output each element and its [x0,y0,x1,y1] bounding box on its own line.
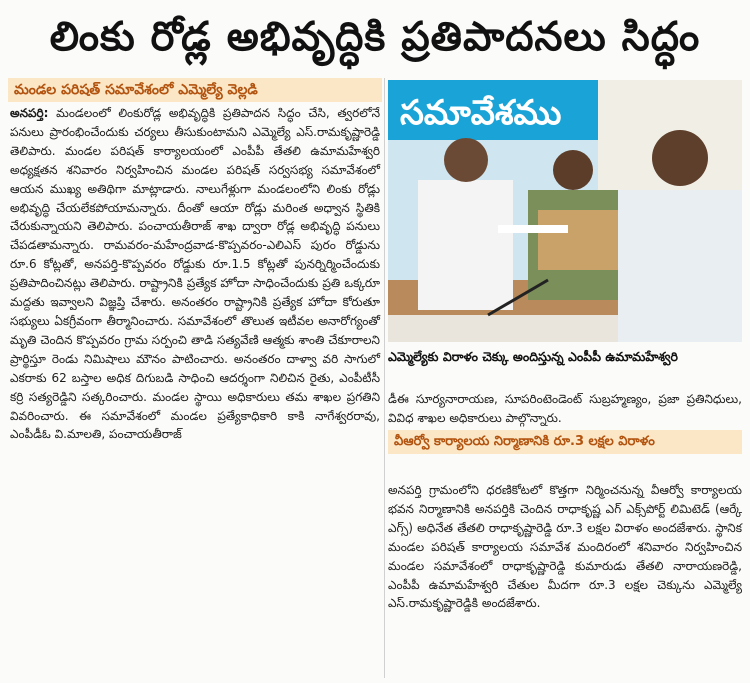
photo-caption: ఎమ్మెల్యేకు విరాళం చెక్కు అందిస్తున్న ఎంపీపీ ఉమామహేశ్వరి [388,349,678,364]
photo-banner-text: సమావేశము [400,93,562,133]
article-text-right-bottom: అనపర్తి గ్రామంలోని ధరణికోటలో కొత్తగా నిర్మించనున్న వీఆర్వో కార్యాలయ భవన నిర్మాణానికి అనపర్తికి చెందిన రాధాకృష్ణ ఎగ్ ఎక్స్‌పోర్ట్ లిమిటెడ్ (ఆర్కే ఎగ్స్) అధినేత తేతలి రాధాకృష్ణారెడ్డి రూ.3 లక్షల విరాళం అందజేశారు. స్థానిక మండల పరిషత్ కార్యాలయ సమావేశ మందిరంలో శనివారం నిర్వహించిన మండల సమావేశంలో రాధాకృష్ణారెడ్డి కుమారుడు తేతలి నారాయణరెడ్డి, ఎంపీపీ ఉమామహేశ్వరి చేతుల మీదగా రూ.3 లక్షల చెక్కును ఎమ్మెల్యే ఎస్.రామకృష్ణారెడ్డికి అందజేశారు. [388,483,742,611]
headline: లింకు రోడ్ల అభివృద్ధికి ప్రతిపాదనలు సిద్ధం [49,14,701,60]
article-body-right-bottom [388,481,742,613]
news-photo [388,80,742,342]
article-body-left [10,104,380,444]
article-text-left: మండలంలో లింకురోడ్ల అభివృద్ధికి ప్రతిపాదన సిద్ధం చేసి, త్వరలోనే పనులు ప్రారంభించేందుకు చర్యలు తీసుకుంటామని ఎమ్మెల్యే ఎస్.రామకృష్ణారెడ్డి తెలిపారు. మండల పరిషత్ కార్యాలయంలో ఎంపీపీ తేతలి ఉమామహేశ్వరి అధ్యక్షతన శనివారం నిర్వహించిన మండల పరిషత్ సర్వసభ్య సమావేశంలో ఆయన ముఖ్య అతిథిగా మాట్లాడారు. నాలుగేళ్లుగా మండలంలోని లింకు రోడ్లు అభివృద్ధి చేయలేకపోయామన్నారు. దీంతో ఆయా రోడ్లు మరింత అధ్వాన స్థితికి చేరుకున్నాయని తెలిపారు. పంచాయతీరాజ్ శాఖ ద్వారా రోడ్ల అభివృద్ధి పనులు చేపడతామన్నారు. రామవరం-మహేంద్రవాడ-కొప్పవరం-ఎలిఎస్ పురం రోడ్డును రూ.6 కోట్లతో, అనపర్తి-కొప్పవరం రోడ్డుకు రూ.1.5 కోట్లతో పునర్నిర్మించేందుకు ప్రతిపాదించినట్లు తెలిపారు. రాష్ట్రానికి ప్రత్యేక హోదా సాధించేందుకు ప్రతి ఒక్కరూ మద్దతు ఇవ్వాలని విజ్ఞప్తి చేశారు. అనంతరం రాష్ట్రానికి ప్రత్యేక హోదా కోరుతూ సభ్యులు ఏకగ్రీవంగా తీర్మానించారు. సమావేశంలో తొలుత ఇటీవల అనారోగ్యంతో మృతి చెందిన కొప్పవరం గ్రామ సర్పంచి తాడి సత్యవేణి ఆత్మకు శాంతి చేకూరాలని ప్రార్థిస్తూ రెండు నిమిషాలు మౌనం పాటించారు. అనంతరం దాళ్వా వరి సాగులో ఎకరాకు 62 బస్తాల అధిక దిగుబడి సాధించి ఆదర్శంగా నిలిచిన రైతు, ఎంపీటీసీ కర్రి సత్యరెడ్డిని సత్కరించారు. మండల స్థాయి అధికారులు తమ శాఖల ప్రగతిని వివరించారు. ఈ సమావేశంలో మండల ప్రత్యేకాధికారి కాకి నాగేశ్వరరావు, ఎంపీడీఓ వి.మాలతి, పంచాయతీరాజ్ [10,106,380,442]
article-body-right-top [388,390,742,428]
photo-illustration [388,80,742,342]
subheadline: మండల పరిషత్ సమావేశంలో ఎమ్మెల్యే వెల్లడి [8,78,382,102]
dateline: అనపర్తి: [10,106,49,120]
column-divider [384,78,385,678]
article-text-right-top: డీఈ సూర్యనారాయణ, సూపరింటెండెంట్ సుబ్రహ్మణ్యం, ప్రజా ప్రతినిధులు, వివిధ శాఖల అధికారులు పాల్గొన్నారు. [388,392,742,425]
subheadline-donation: వీఆర్వో కార్యాలయ నిర్మాణానికి రూ.3 లక్షల విరాళం [388,430,742,454]
